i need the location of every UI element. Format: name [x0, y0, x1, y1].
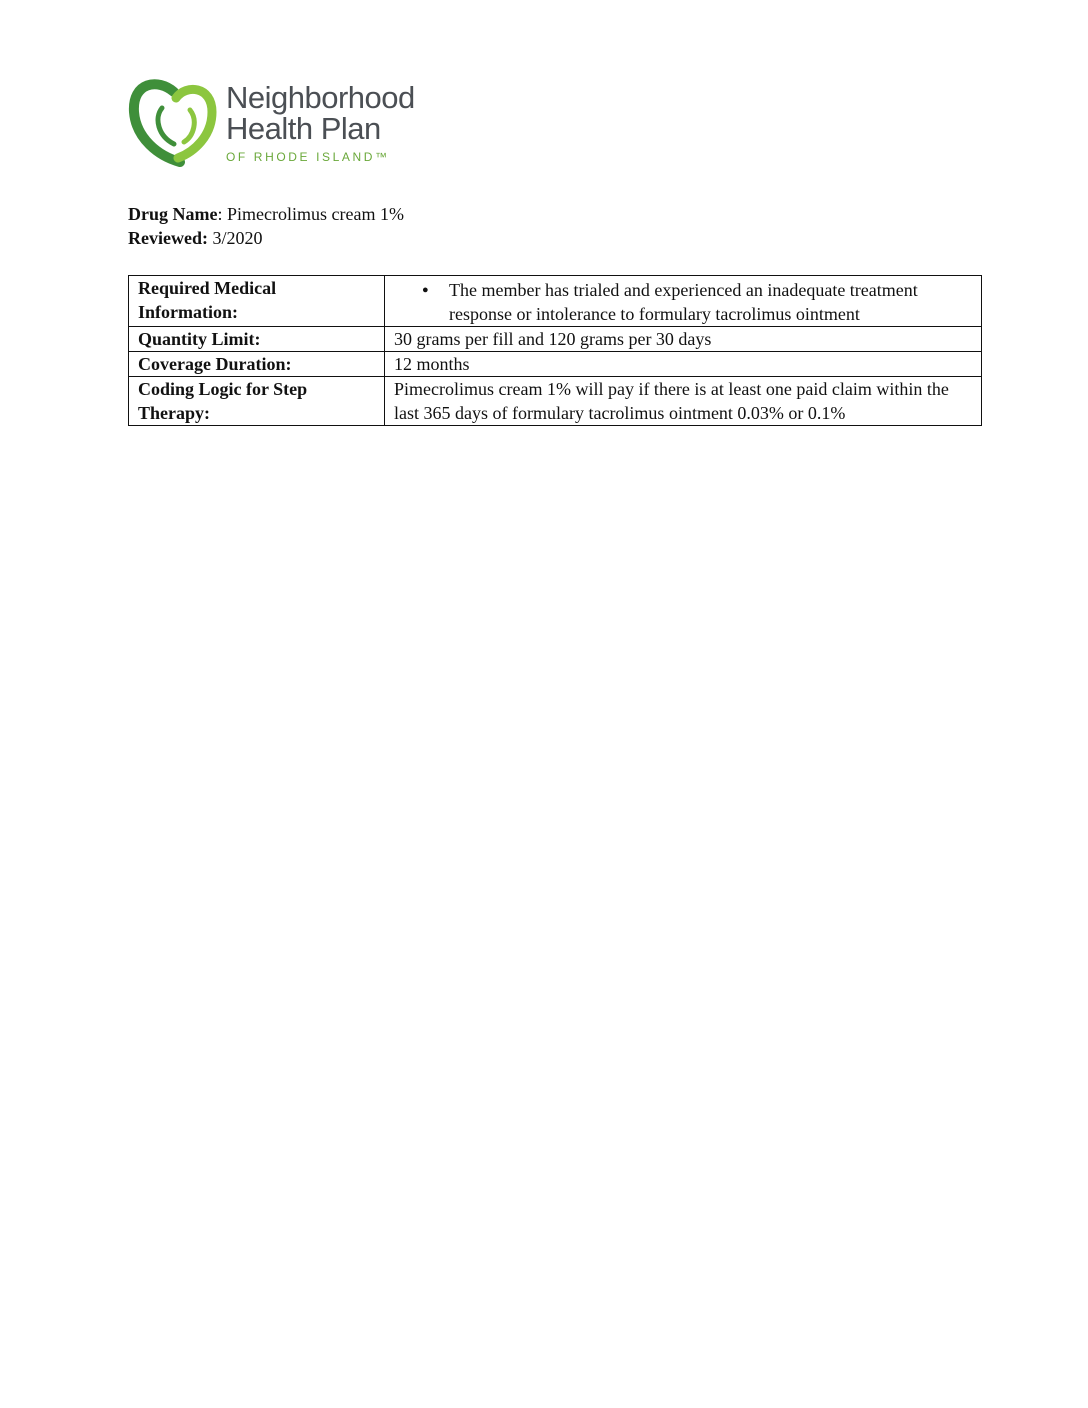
logo-line-1: Neighborhood: [226, 80, 415, 115]
logo-line-2: Health Plan: [226, 111, 381, 146]
reviewed-line: [128, 226, 404, 250]
logo-line-3: OF RHODE ISLAND™: [226, 150, 390, 164]
reviewed-label: Reviewed:: [128, 228, 208, 248]
table-row: [129, 276, 982, 327]
document-header: [128, 202, 404, 250]
row-label: Coverage Duration:: [129, 352, 385, 377]
reviewed-value: 3/2020: [207, 228, 263, 248]
row-label: Coding Logic for Step Therapy:: [129, 377, 385, 426]
drug-name-line: [128, 202, 404, 226]
heart-swirl-logo-icon: [128, 78, 220, 168]
bullet-list: [394, 276, 972, 326]
row-value: Pimecrolimus cream 1% will pay if there is at least one paid claim within the last 365 days of formulary tacrolimus ointment 0.03% or 0.1%: [385, 377, 982, 426]
company-logo: [128, 78, 448, 168]
bullet-item: ● The member has trialed and experienced an inadequate treatment response or intolerance to formulary tacrolimus ointment: [449, 278, 972, 326]
table-row: [129, 377, 982, 426]
drug-name-value: : Pimecrolimus cream 1%: [217, 204, 404, 224]
row-label: Quantity Limit:: [129, 327, 385, 352]
row-value: 12 months: [385, 352, 982, 377]
criteria-table: [128, 275, 982, 426]
row-label: Required Medical Information:: [129, 276, 385, 327]
table-row: [129, 352, 982, 377]
table-row: [129, 327, 982, 352]
row-value: 30 grams per fill and 120 grams per 30 days: [385, 327, 982, 352]
row-value: [385, 276, 982, 327]
drug-name-label: Drug Name: [128, 204, 218, 224]
logo-wordmark: [226, 82, 415, 164]
